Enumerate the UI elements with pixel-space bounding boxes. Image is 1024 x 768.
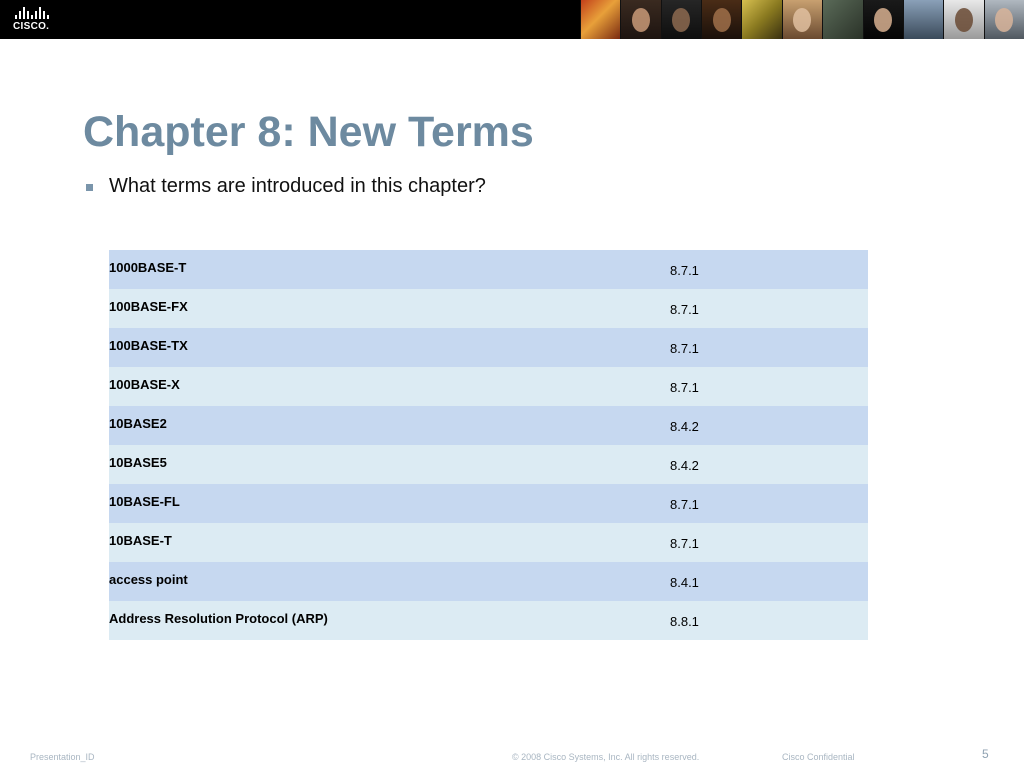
table-row [109, 484, 868, 523]
footer-confidential: Cisco Confidential [782, 752, 855, 762]
table-row [109, 523, 868, 562]
header-photo [620, 0, 660, 39]
table-row [109, 289, 868, 328]
header-photo [741, 0, 781, 39]
table-row [109, 328, 868, 367]
table-row [109, 562, 868, 601]
table-row [109, 601, 868, 640]
term-cell: 10BASE2 [109, 406, 670, 445]
term-cell: 10BASE-T [109, 523, 670, 562]
term-cell: Address Resolution Protocol (ARP) [109, 601, 670, 640]
section-cell: 8.7.1 [670, 523, 868, 562]
cisco-logo-text: CISCO. [13, 21, 50, 32]
header-photo [580, 0, 620, 39]
header-photo [863, 0, 903, 39]
cisco-bars-icon [15, 7, 59, 19]
term-cell: 100BASE-TX [109, 328, 670, 367]
section-cell: 8.7.1 [670, 484, 868, 523]
header-photo [701, 0, 741, 39]
section-cell: 8.4.1 [670, 562, 868, 601]
page-number: 5 [982, 747, 989, 761]
section-cell: 8.7.1 [670, 367, 868, 406]
slide-title: Chapter 8: New Terms [83, 108, 534, 156]
section-cell: 8.4.2 [670, 406, 868, 445]
header-photo-strip [580, 0, 1024, 39]
header-bar [0, 0, 1024, 39]
bullet-text: What terms are introduced in this chapter? [109, 175, 486, 197]
section-cell: 8.8.1 [670, 601, 868, 640]
bullet-item [86, 175, 486, 198]
term-cell: 10BASE-FL [109, 484, 670, 523]
header-photo [782, 0, 822, 39]
table-row [109, 406, 868, 445]
section-cell: 8.7.1 [670, 328, 868, 367]
cisco-logo [13, 7, 59, 33]
square-bullet-icon [86, 184, 93, 191]
term-cell: 1000BASE-T [109, 250, 670, 289]
footer-copyright: © 2008 Cisco Systems, Inc. All rights reserved. [512, 752, 700, 762]
footer-presentation-id: Presentation_ID [30, 752, 95, 762]
term-cell: 100BASE-X [109, 367, 670, 406]
section-cell: 8.4.2 [670, 445, 868, 484]
table-row [109, 250, 868, 289]
header-photo [661, 0, 701, 39]
header-photo [943, 0, 983, 39]
term-cell: access point [109, 562, 670, 601]
table-row [109, 445, 868, 484]
term-cell: 100BASE-FX [109, 289, 670, 328]
section-cell: 8.7.1 [670, 250, 868, 289]
term-cell: 10BASE5 [109, 445, 670, 484]
section-cell: 8.7.1 [670, 289, 868, 328]
terms-table [109, 250, 868, 640]
header-photo [822, 0, 862, 39]
header-photo [903, 0, 943, 39]
table-row [109, 367, 868, 406]
header-photo [984, 0, 1024, 39]
